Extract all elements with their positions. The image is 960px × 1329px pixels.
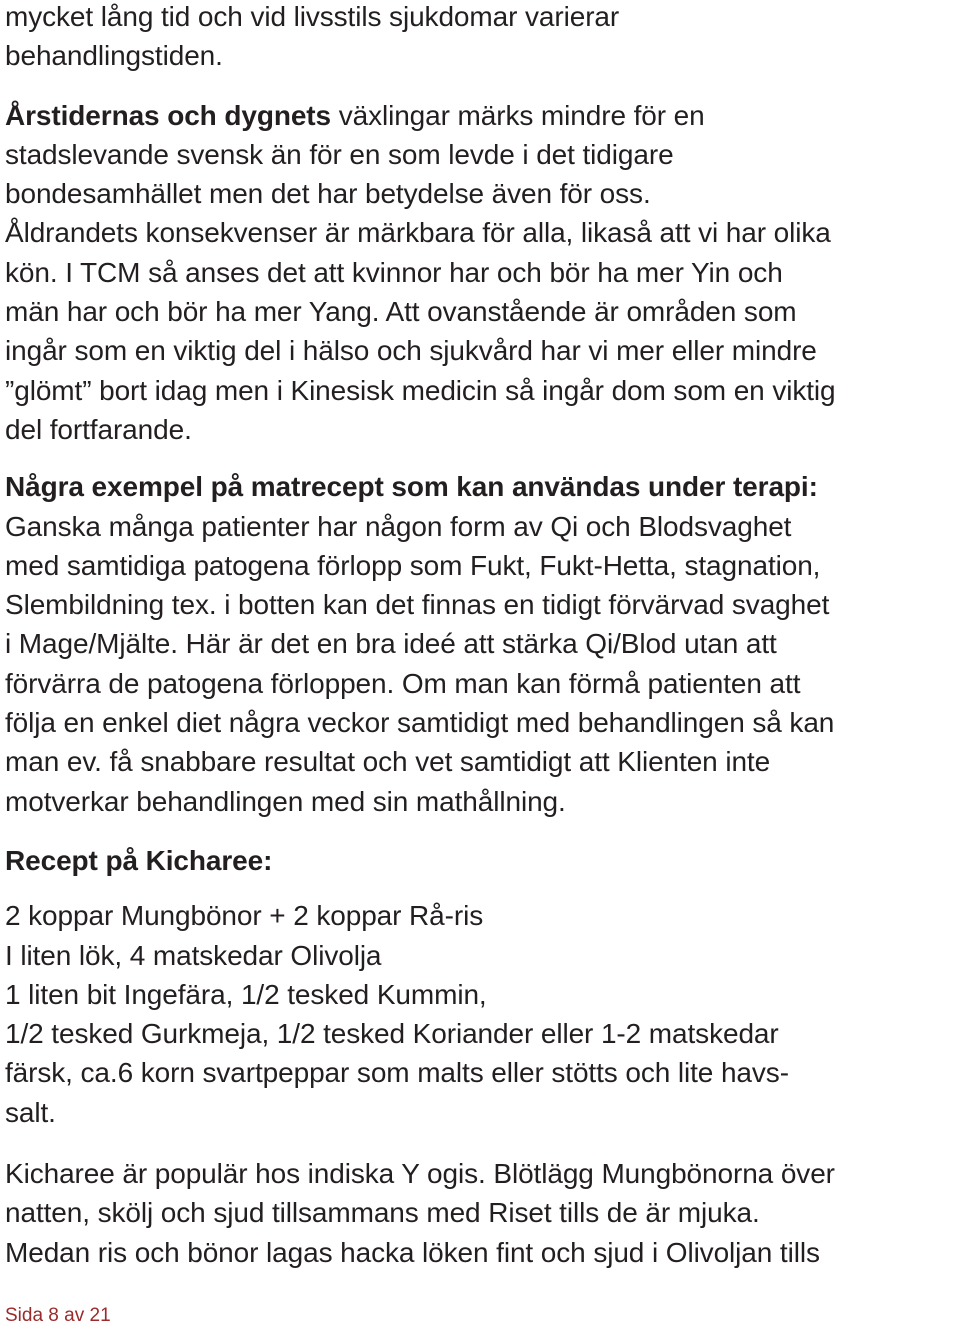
text-line: del fortfarande. — [5, 413, 192, 445]
examples-heading: Några exempel på matrecept som kan användas under terapi: — [5, 471, 818, 503]
examples-paragraph — [5, 467, 960, 821]
text-line: förvärra de patogena förloppen. Om man kan förmå patienten att — [5, 667, 801, 699]
text-line: med samtidiga patogena förlopp som Fukt, Fukt-Hetta, stagnation, — [5, 549, 821, 581]
text-line: ingår som en viktig del i hälso och sjukvård har vi mer eller mindre — [5, 335, 817, 367]
text-line: följa en enkel diet några veckor samtidigt med behandlingen så kan — [5, 707, 835, 739]
ingredient-line: I liten lök, 4 matskedar Olivolja — [5, 939, 382, 971]
recipe-ingredients — [5, 896, 960, 1132]
text-line: behandlingstiden. — [5, 40, 223, 72]
text-line: Slembildning tex. i botten kan det finnas en tidigt förvärvad svaghet — [5, 589, 830, 621]
ingredient-line: 2 koppar Mungbönor + 2 koppar Rå-ris — [5, 900, 484, 932]
text-line: bondesamhället men det har betydelse även för oss. — [5, 178, 651, 210]
ingredient-line: salt. — [5, 1096, 56, 1128]
intro-paragraph — [5, 0, 960, 76]
page-number: Sida 8 av 21 — [5, 1305, 111, 1326]
text-line: ”glömt” bort idag men i Kinesisk medicin så ingår dom som en viktig — [5, 374, 836, 406]
seasons-paragraph — [5, 96, 960, 450]
text-fragment: växlingar märks mindre för en — [331, 99, 705, 131]
text-line: natten, skölj och sjud tillsammans med Riset tills de är mjuka. — [5, 1197, 760, 1229]
text-line: motverkar behandlingen med sin mathållning. — [5, 785, 566, 817]
text-line: i Mage/Mjälte. Här är det en bra ideé att stärka Qi/Blod utan att — [5, 628, 777, 660]
recipe-heading: Recept på Kicharee: — [5, 844, 273, 876]
seasons-heading: Årstidernas och dygnets — [5, 99, 332, 131]
text-line: stadslevande svensk än för en som levde i det tidigare — [5, 138, 674, 170]
text-line: kön. I TCM så anses det att kvinnor har och bör ha mer Yin och — [5, 256, 783, 288]
ingredient-line: 1 liten bit Ingefära, 1/2 tesked Kummin, — [5, 978, 487, 1010]
text-line: Kicharee är populär hos indiska Y ogis. Blötlägg Mungbönorna över — [5, 1158, 835, 1190]
ingredient-line: 1/2 tesked Gurkmeja, 1/2 tesked Koriander eller 1-2 matskedar — [5, 1018, 779, 1050]
text-line: Medan ris och bönor lagas hacka löken fint och sjud i Olivoljan tills — [5, 1236, 820, 1268]
text-line: Åldrandets konsekvenser är märkbara för alla, likaså att vi har olika — [5, 217, 831, 249]
text-line: man ev. få snabbare resultat och vet samtidigt att Klienten inte — [5, 746, 771, 778]
ingredient-line: färsk, ca.6 korn svartpeppar som malts eller stötts och lite havs- — [5, 1057, 789, 1089]
text-line: män har och bör ha mer Yang. Att ovanstående är områden som — [5, 296, 797, 328]
text-line: Ganska många patienter har någon form av Qi och Blodsvaghet — [5, 510, 792, 542]
document-page — [5, 0, 960, 1272]
recipe-instructions — [5, 1154, 960, 1272]
text-line: mycket lång tid och vid livsstils sjukdomar varierar — [5, 1, 620, 32]
text-line — [5, 96, 960, 135]
